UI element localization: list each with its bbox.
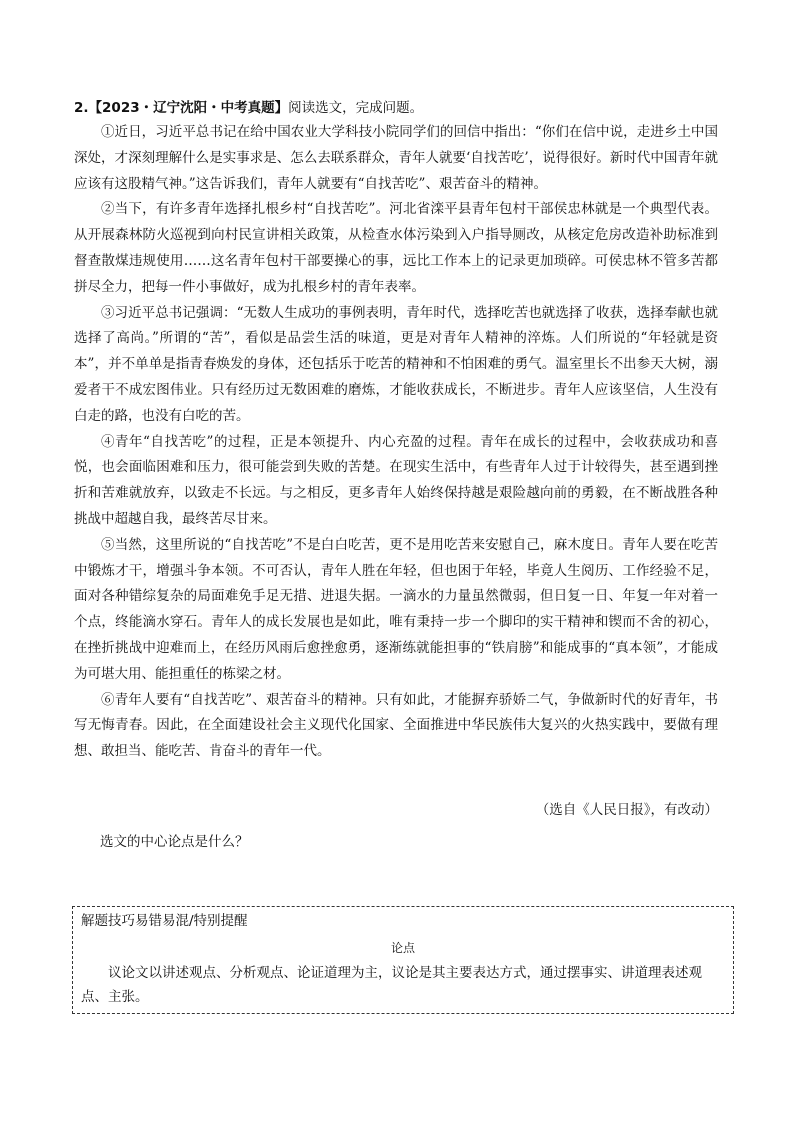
passage-paragraph-2: ②当下，有许多青年选择扎根乡村“自找苦吃”。河北省滦平县青年包村干部侯忠林就是一个典型代表。从开展森林防火巡视到向村民宣讲相关政策，从检查水体污染到入户指导厕改，从核定危房改造补助标准到督查散煤违规使用……这名青年包村干部要操心的事，远比工作本上的记录更加琐碎。可侯忠林不管多苦都拼尽全力，把每一件小事做好，成为扎根乡村的青年表率。	[74, 201, 718, 295]
question-instruction: 阅读选文，完成问题。	[288, 100, 424, 116]
question-prompt: 选文的中心论点是什么？	[100, 834, 249, 850]
question-header	[74, 96, 423, 116]
tips-text: 议论文以讲述观点、分析观点、论证道理为主，议论是其主要表达方式，通过摆事实、讲道理表述观点、主张。	[81, 965, 702, 1005]
passage	[74, 120, 718, 765]
question-number: 2.	[74, 100, 89, 116]
question-source-tag: 【2023・辽宁沈阳・中考真题】	[88, 100, 289, 116]
passage-paragraph-1: ①近日，习近平总书记在给中国农业大学科技小院同学们的回信中指出：“你们在信中说，走进乡土中国深处，才深刻理解什么是实事求是、怎么去联系群众，青年人就要‘自找苦吃’，说得很好。新时代中国青年就应该有这股精气神。”这告诉我们，青年人就要有“自找苦吃”、艰苦奋斗的精神。	[74, 124, 718, 192]
tips-subtitle: 论点	[390, 941, 415, 955]
source-note: （选自《人民日报》，有改动）	[535, 802, 718, 818]
passage-paragraph-4: ④青年“自找苦吃”的过程，正是本领提升、内心充盈的过程。青年在成长的过程中，会收获成功和喜悦，也会面临困难和压力，很可能尝到失败的苦楚。在现实生活中，有些青年人过于计较得失，甚至遇到挫折和苦难就放弃，以致走不长远。与之相反，更多青年人始终保持越是艰险越向前的勇毅，在不断战胜各种挑战中超越自我，最终苦尽甘来。	[74, 433, 718, 527]
tips-box	[72, 906, 734, 1014]
tips-title: 解题技巧易错易混/特别提醒	[81, 913, 248, 929]
passage-paragraph-5: ⑤当然，这里所说的“自找苦吃”不是白白吃苦，更不是用吃苦来安慰自己，麻木度日。青年人要在吃苦中锻炼才干，增强斗争本领。不可否认，青年人胜在年轻，但也困于年轻，毕竟人生阅历、工作经验不足，面对各种错综复杂的局面难免手足无措、进退失据。一滴水的力量虽然微弱，但日复一日、年复一年对着一个点，终能滴水穿石。青年人的成长发展也是如此，唯有秉持一步一个脚印的实干精神和锲而不舍的初心，在挫折挑战中迎难而上，在经历风雨后愈挫愈勇，逐渐练就能担事的“铁肩膀”和能成事的“真本领”，才能成为可堪大用、能担重任的栋梁之材。	[74, 536, 718, 682]
passage-paragraph-3: ③习近平总书记强调：“无数人生成功的事例表明，青年时代，选择吃苦也就选择了收获，选择奉献也就选择了高尚。”所谓的“苦”，看似是品尝生活的味道，更是对青年人精神的淬炼。人们所说的“年轻就是资本”，并不单单是指青春焕发的身体，还包括乐于吃苦的精神和不怕困难的勇气。温室里长不出参天大树，溺爱者干不成宏图伟业。只有经历过无数困难的磨炼，才能收获成长，不断进步。青年人应该坚信，人生没有白走的路，也没有白吃的苦。	[74, 304, 718, 424]
passage-paragraph-6: ⑥青年人要有“自找苦吃”、艰苦奋斗的精神。只有如此，才能摒弃骄娇二气，争做新时代的好青年，书写无悔青春。因此，在全面建设社会主义现代化国家、全面推进中华民族伟大复兴的火热实践中，要做有理想、敢担当、能吃苦、肯奋斗的青年一代。	[74, 691, 718, 760]
